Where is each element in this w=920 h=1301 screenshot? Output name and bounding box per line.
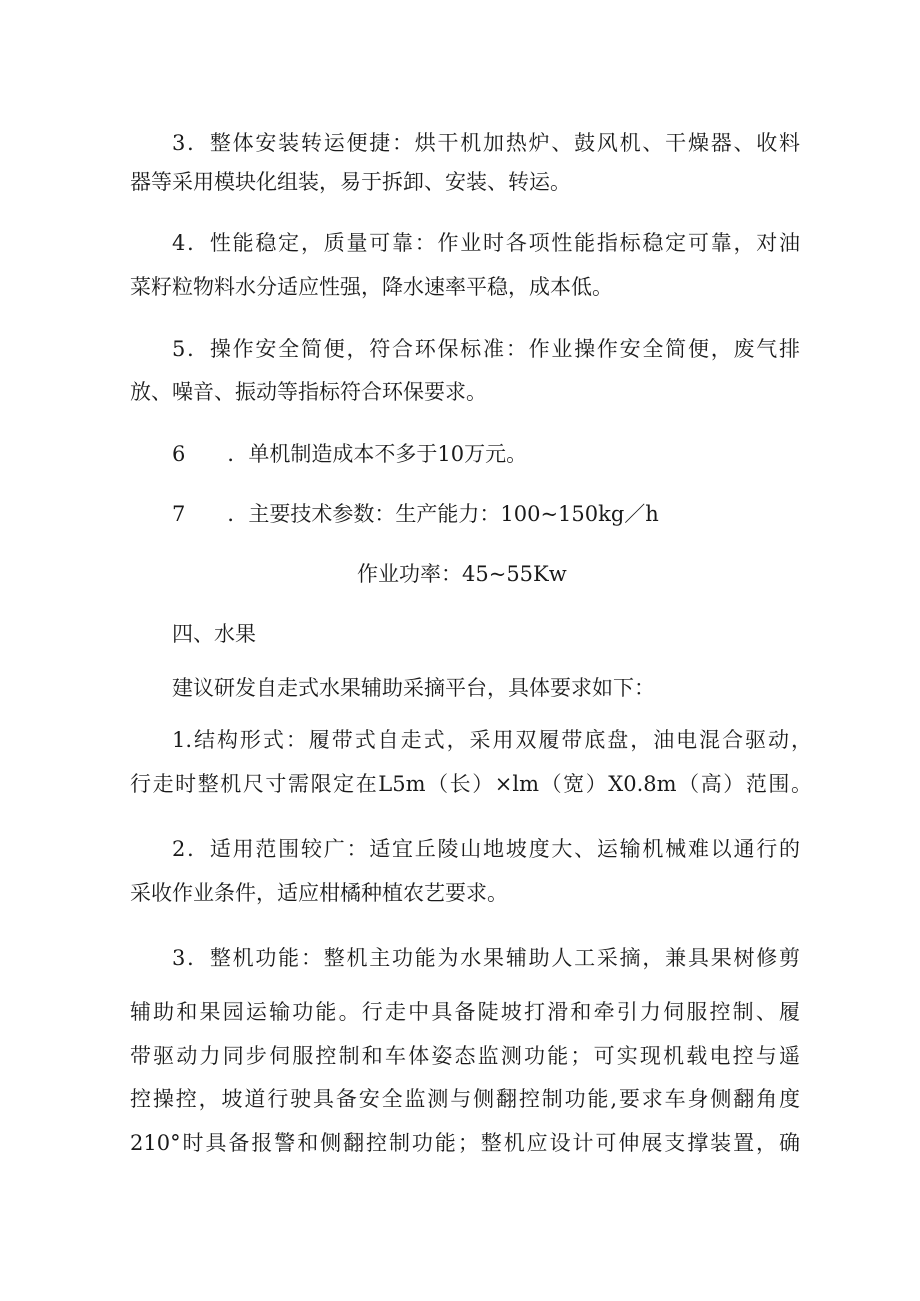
paragraph-line: 控操控，坡道行驶具备安全监测与侧翻控制功能,要求车身侧翻角度 — [130, 1087, 800, 1111]
paragraph-line: 作业功率：45~55Kw — [357, 562, 567, 586]
paragraph-line: 210°时具备报警和侧翻控制功能；整机应设计可伸展支撑装置，确 — [130, 1131, 800, 1155]
paragraph-line: 3．整体安装转运便捷：烘干机加热炉、鼓风机、干燥器、收料 — [172, 131, 800, 155]
paragraph-line: 2．适用范围较广：适宜丘陵山地坡度大、运输机械难以通行的 — [172, 837, 800, 861]
paragraph-line: 7 ．主要技术参数：生产能力：100~150kg／h — [172, 502, 659, 526]
paragraph-line: 辅助和果园运输功能。行走中具备陡坡打滑和牵引力伺服控制、履 — [130, 1000, 800, 1024]
paragraph-line: 器等采用模块化组装，易于拆卸、安装、转运。 — [130, 170, 571, 194]
paragraph-line: 6 ．单机制造成本不多于10万元。 — [172, 442, 528, 466]
paragraph-line: 建议研发自走式水果辅助采摘平台，具体要求如下： — [172, 676, 655, 700]
paragraph-line: 菜籽粒物料水分适应性强，降水速率平稳，成本低。 — [130, 275, 613, 299]
paragraph-line: 5．操作安全简便，符合环保标准：作业操作安全简便，废气排 — [172, 337, 800, 361]
paragraph-line: 3．整机功能：整机主功能为水果辅助人工采摘，兼具果树修剪 — [172, 946, 800, 970]
paragraph-line: 放、噪音、振动等指标符合环保要求。 — [130, 380, 487, 404]
paragraph-line: 采收作业条件，适应柑橘种植农艺要求。 — [130, 881, 508, 905]
paragraph-line: 4．性能稳定，质量可靠：作业时各项性能指标稳定可靠，对油 — [172, 231, 800, 255]
section-heading: 四、水果 — [172, 622, 256, 646]
paragraph-line: 1.结构形式：履带式自走式，采用双履带底盘，油电混合驱动， — [172, 728, 812, 752]
paragraph-line: 带驱动力同步伺服控制和车体姿态监测功能；可实现机载电控与遥 — [130, 1044, 800, 1068]
paragraph-line: 行走时整机尺寸需限定在L5m（长）×lm（宽）X0.8m（高）范围。 — [130, 772, 812, 796]
